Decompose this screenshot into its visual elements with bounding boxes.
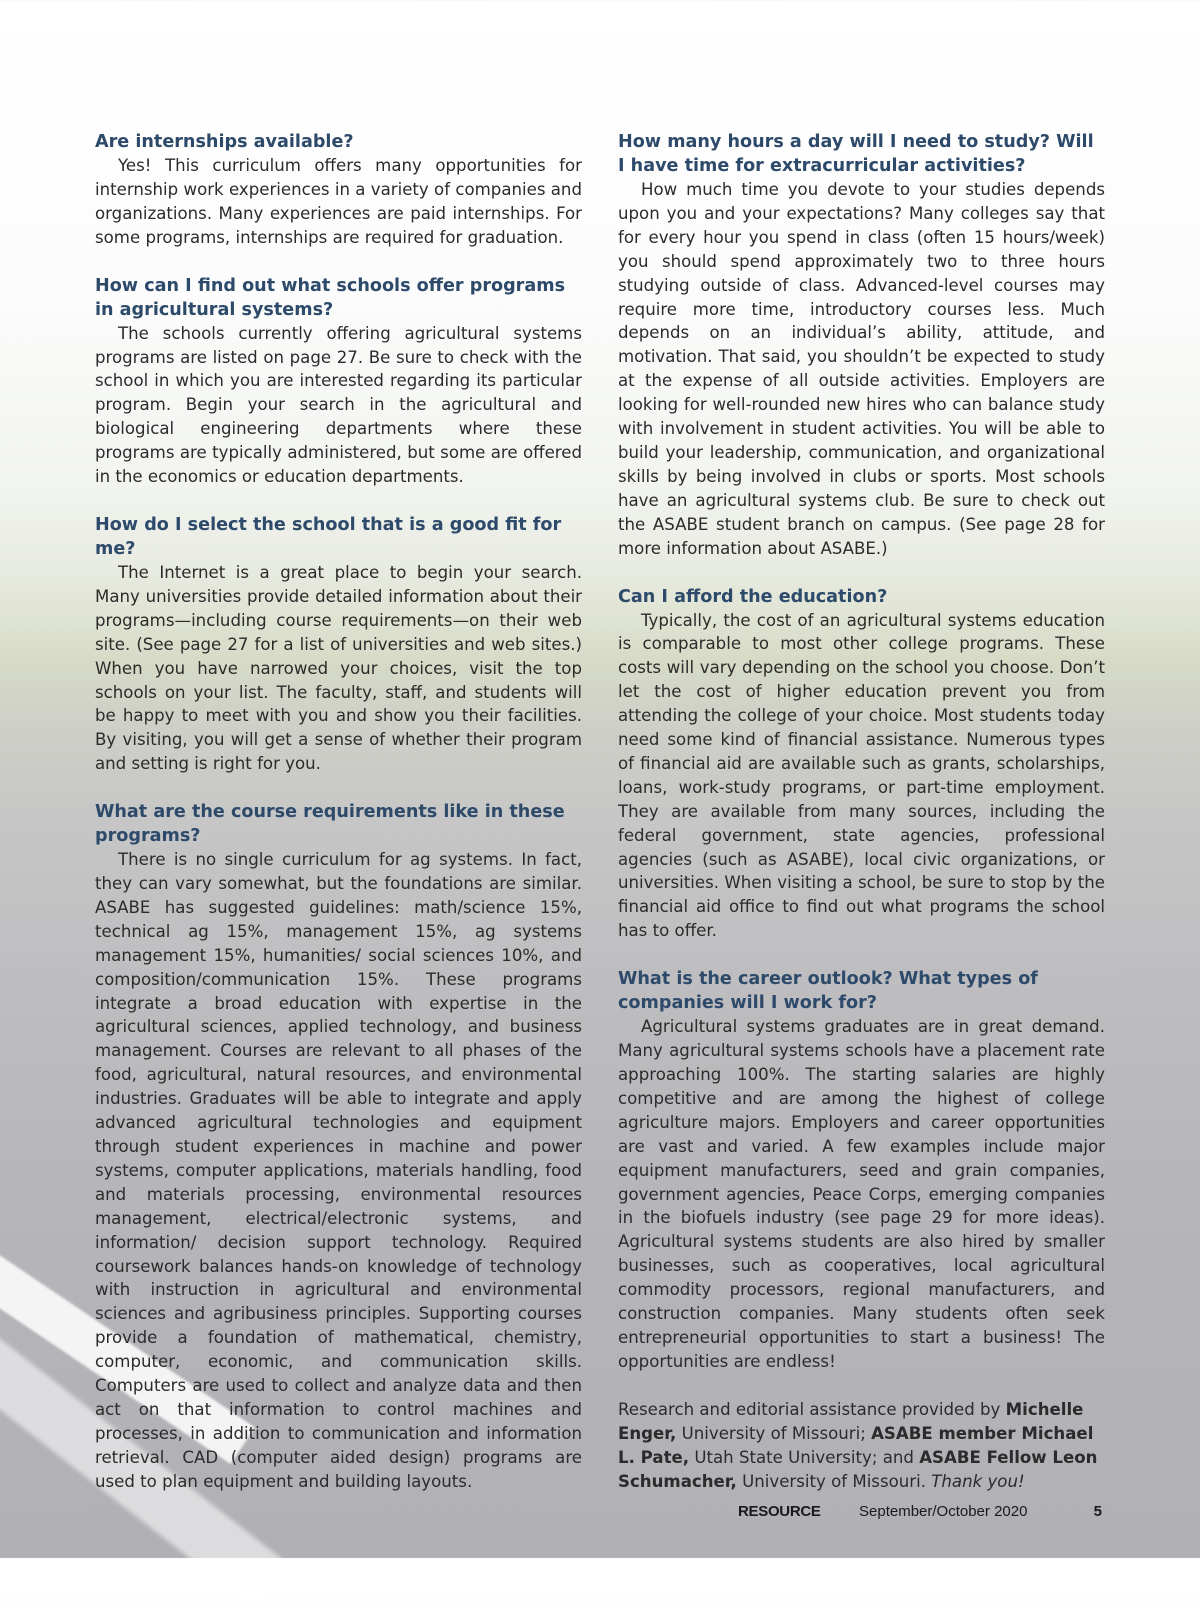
right-column [618, 130, 1105, 1517]
section-body: Yes! This curriculum offers many opportunities for internship work experiences in a variety of companies and organizations. Many experiences are paid internships. For some programs, internships are required for graduation. [95, 156, 582, 247]
section-heading: What is the career outlook? What types of companies will I work for? [618, 969, 1038, 1014]
credits-intro: Research and editorial assistance provided by [618, 1399, 1006, 1419]
section-body: Agricultural systems graduates are in great demand. Many agricultural systems schools have a placement rate approaching 100%. The starting salaries are highly competitive and are among the highest of college agriculture majors. Employers and career opportunities are vast and varied. A few examples include major equipment manufacturers, seed and grain companies, government agencies, Peace Corps, emerging companies in the biofuels industry (see page 29 for more ideas). Agricultural systems students are also hired by smaller businesses, such as cooperatives, local agricultural commodity processors, regional manufacturers, and construction companies. Many students often seek entrepreneurial opportunities to start a business! The opportunities are endless! [618, 1017, 1105, 1371]
section-body: How much time you devote to your studies depends upon you and your expectations? Many colleges say that for every hour you spend in class (often 15 hours/week) you should spend approximately two to three hours studying outside of class. Advanced-level courses may require more time, introductory courses less. Much depends on an individual’s ability, attitude, and motivation. That said, you shouldn’t be expected to study at the expense of all outside activities. Employers are looking for well-rounded new hires who can balance study with involvement in student activities. You will be able to build your leadership, communication, and organizational skills by being involved in clubs or sports. Most schools have an agricultural systems club. Be sure to check out the ASABE student branch on campus. (See page 28 for more information about ASABE.) [618, 180, 1105, 558]
credit-name: Michelle Enger, [618, 1399, 1084, 1443]
credit-affiliation: University of Missouri. [736, 1471, 932, 1491]
credit-affiliation: Utah State University; and [689, 1447, 920, 1467]
section-heading: What are the course requirements like in these programs? [95, 802, 565, 847]
section-body: Typically, the cost of an agricultural systems education is comparable to most other college programs. These costs will vary depending on the school you choose. Don’t let the cost of higher education prevent you from attending the college of your choice. Most students today need some kind of financial assistance. Numerous types of financial aid are available such as grants, scholarships, loans, work-study programs, or part-time employment. They are available from many sources, including the federal government, state agencies, professional agencies (such as ASABE), local civic organizations, or universities. When visiting a school, be sure to stop by the financial aid office to find out what programs the school has to offer. [618, 610, 1105, 941]
issue-date: September/October 2020 [859, 1503, 1028, 1520]
publication-name: RESOURCE [738, 1503, 821, 1520]
page-number: 5 [1093, 1503, 1102, 1520]
credit-name: ASABE member Michael L. Pate, [618, 1423, 1094, 1467]
section-heading: Can I afford the education? [618, 586, 888, 607]
credit-affiliation: University of Missouri; [676, 1423, 872, 1443]
section-heading: How do I select the school that is a good fit for me? [95, 514, 562, 559]
page-footer [738, 1500, 1102, 1524]
section-heading: How can I find out what schools offer programs in agricultural systems? [95, 275, 566, 320]
section-body: The Internet is a great place to begin your search. Many universities provide detailed information about their programs—including course requirements—on their web site. (See page 27 for a list of universities and web sites.) When you have narrowed your choices, visit the top schools on your list. The faculty, staff, and students will be happy to meet with you and show you their facilities. By visiting, you will get a sense of whether their program and setting is right for you. [95, 562, 582, 774]
section-body: The schools currently offering agricultural systems programs are listed on page 27. Be sure to check with the school in which you are interested regarding its particular program. Begin your search in the agricultural and biological engineering departments where these programs are typically administered, but some are offered in the economics or education departments. [95, 323, 582, 487]
left-column [95, 130, 582, 1518]
section-heading: Are internships available? [95, 132, 354, 152]
section-heading: How many hours a day will I need to study? Will I have time for extracurricular activities? [618, 132, 1094, 176]
section-body: There is no single curriculum for ag systems. In fact, they can vary somewhat, but the foundations are similar. ASABE has suggested guidelines: math/science 15%, technical ag 15%, management 15%, ag systems management 15%, humanities/ social sciences 10%, and composition/communication 15%. These programs integrate a broad education with expertise in the agricultural sciences, applied technology, and business management. Courses are relevant to all phases of the food, agricultural, natural resources, and environmental industries. Graduates will be able to integrate and apply advanced agricultural technologies and equipment through student experiences in machine and power systems, computer applications, materials handling, food and materials processing, environmental resources management, electrical/electronic systems, and information/ decision support technology. Required coursework balances hands-on knowledge of technology with instruction in agricultural and environmental sciences and agribusiness principles. Supporting courses provide a foundation of mathematical, chemistry, computer, economic, and communication skills. Computers are used to collect and analyze data and then act on that information to control machines and processes, in addition to communication and information retrieval. CAD (computer aided design) programs are used to plan equipment and building layouts. [95, 850, 582, 1491]
credits [618, 1398, 1105, 1494]
credit-name: ASABE Fellow Leon Schumacher, [618, 1447, 1098, 1491]
credits-thanks: Thank you! [931, 1471, 1025, 1491]
